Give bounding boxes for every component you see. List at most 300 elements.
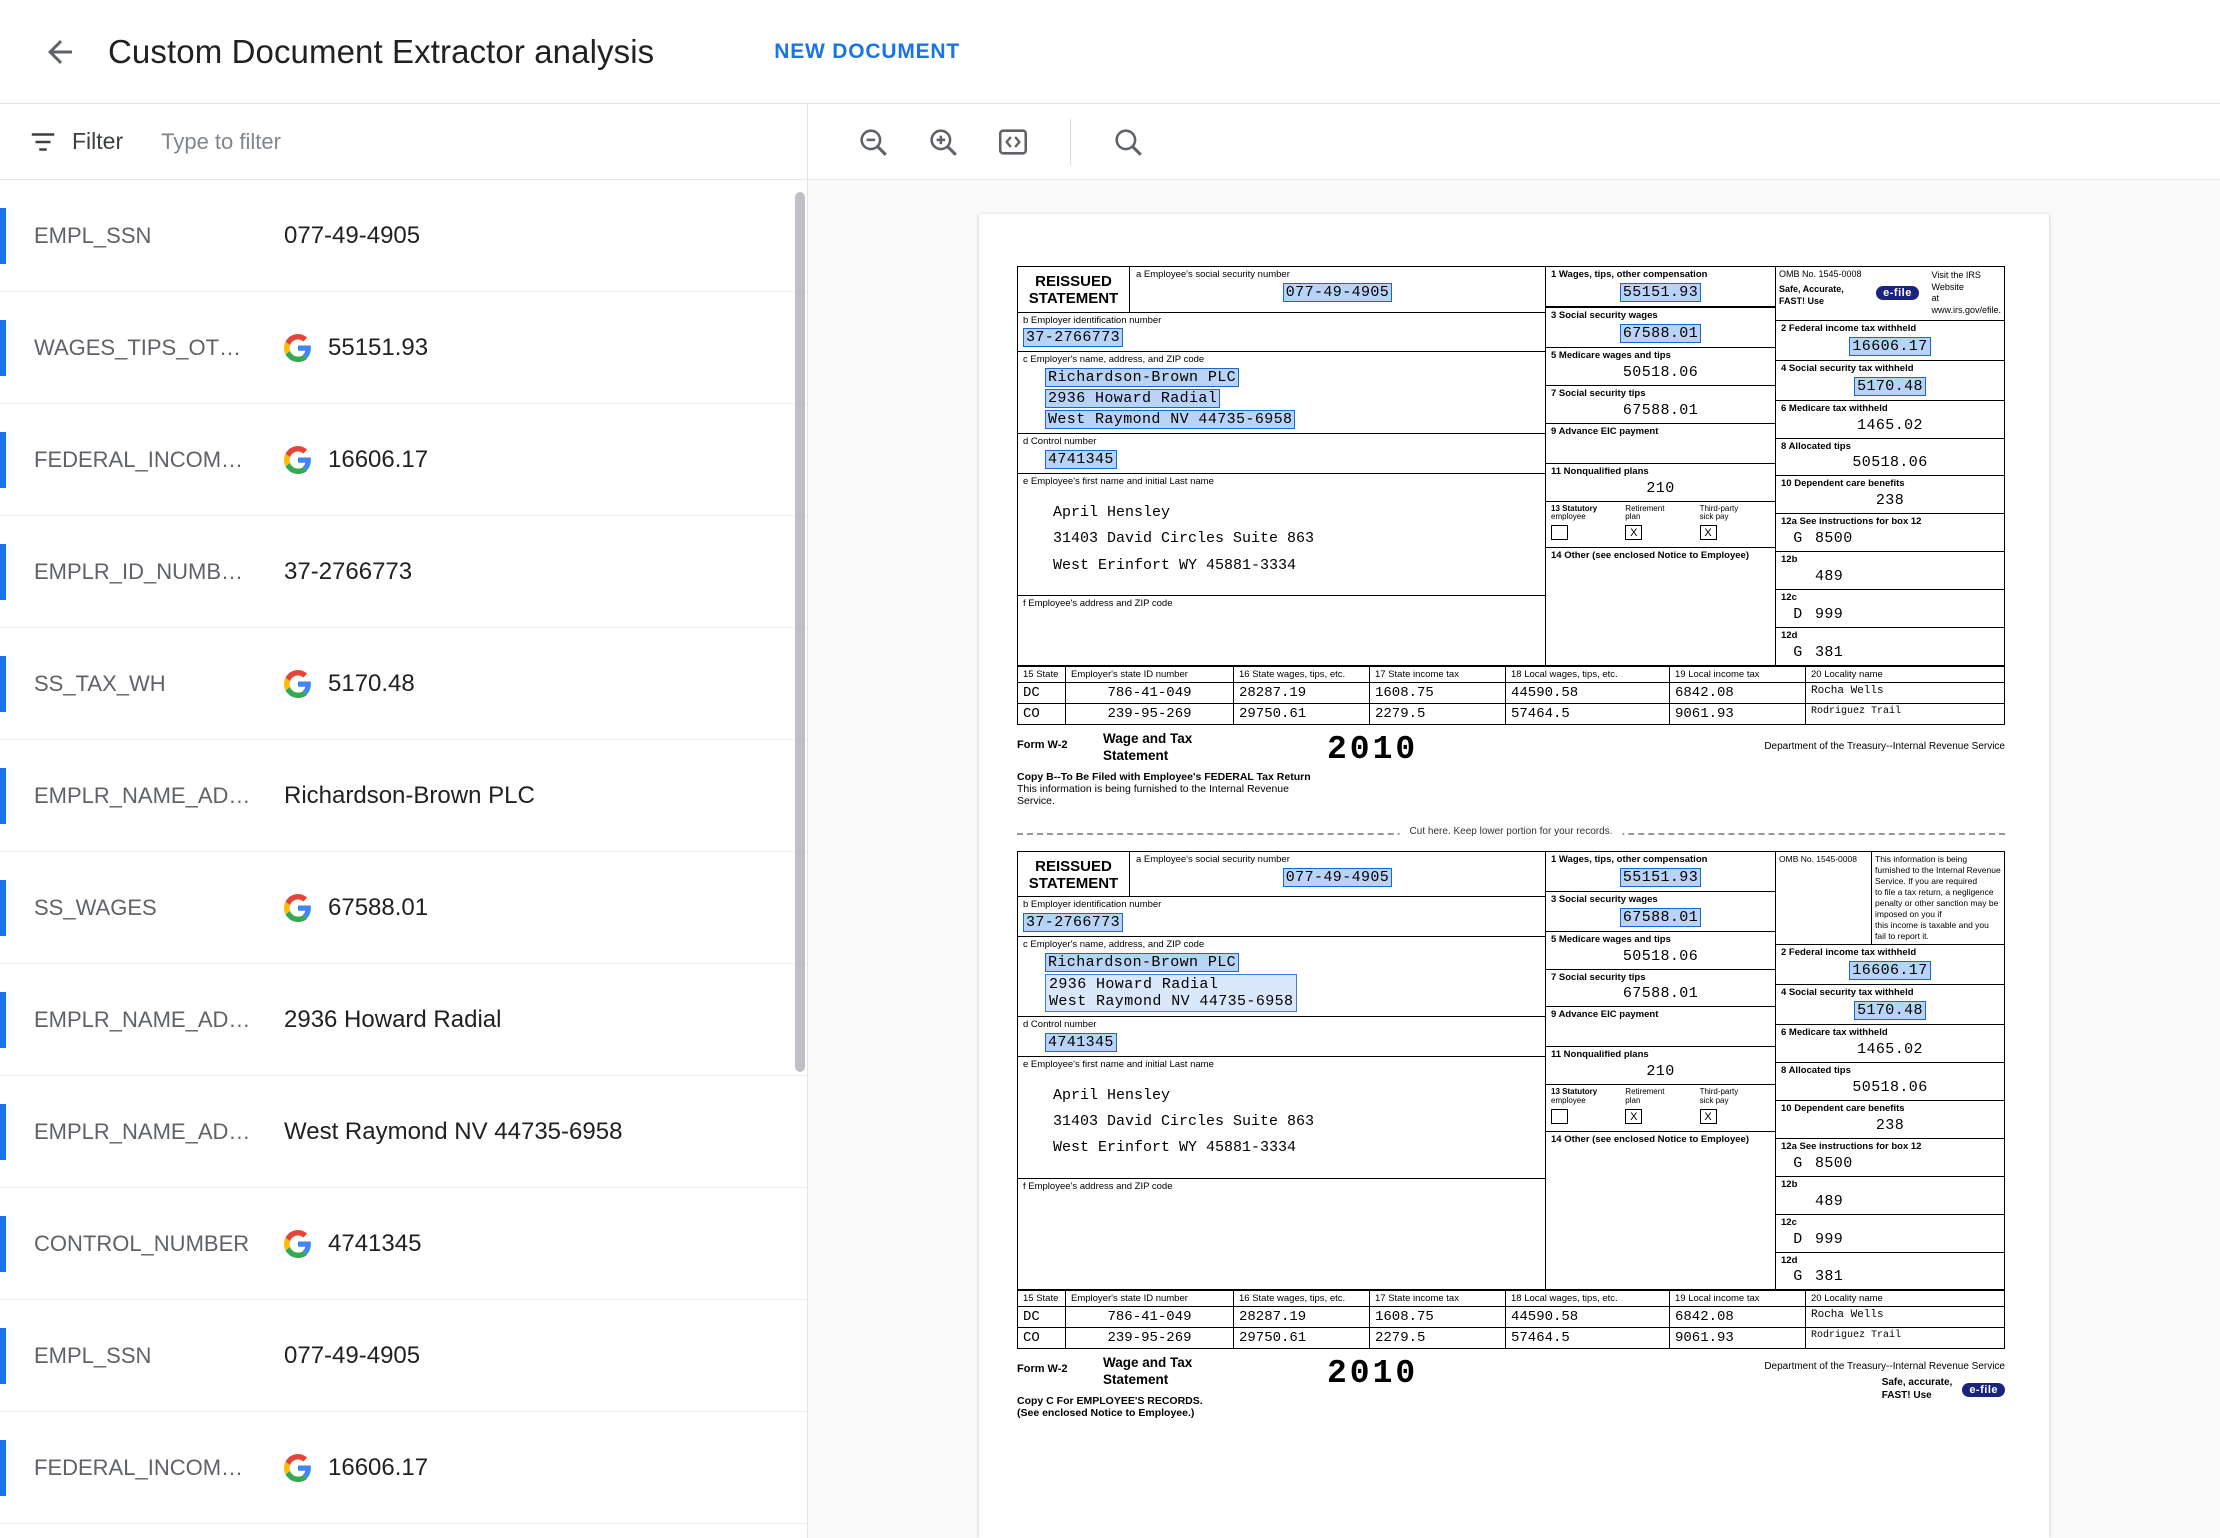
employer-name[interactable]: Richardson-Brown PLC [1045,368,1239,387]
box7-label: 7 Social security tips [1551,387,1646,399]
notice-line2: to file a tax return, a negligence penalty or other sanction may be imposed on you if [1875,886,1999,920]
box5-label: 5 Medicare wages and tips [1551,349,1671,361]
box12d-cell [1776,1253,2004,1290]
box14-cell [1546,1131,1775,1187]
employee-city-state-zip: West Erinfort WY 45881-3334 [1053,1139,1297,1157]
google-logo-icon [284,334,312,362]
box13-sub-employee: employee [1551,512,1586,522]
entities-panel [0,104,808,1538]
w2-right-column [1776,852,2004,1290]
state-row1-col1: 239-95-269 [1066,704,1234,725]
state-header-17: 17 State income tax [1370,667,1506,683]
entity-value-wrap [284,1454,428,1482]
ein-label: b Employer identification number [1023,314,1162,326]
table-header-row [1018,667,2005,683]
box6-value: 1465.02 [1857,1040,1923,1058]
copy-line-1: Copy C For EMPLOYEE'S RECORDS. [1017,1395,1203,1408]
footer-left [1017,731,1317,807]
employee-label: e Employee's first name and initial Last name [1023,476,1214,488]
copy-line-2: (See enclosed Notice to Employee.) [1017,1407,1195,1420]
entity-value: 55151.93 [328,333,429,361]
toolbar-divider [1070,119,1071,165]
entity-value: 16606.17 [328,1453,429,1481]
state-header-15: 15 State [1018,667,1066,683]
entity-value-wrap [284,782,535,810]
box9-label: 9 Advance EIC payment [1551,1009,1659,1021]
box13-sub-retirement: Retirement [1625,1087,1665,1097]
entity-value-wrap [284,1118,622,1146]
box13-sub-plan: plan [1625,512,1641,522]
state-row0-col3: 1608.75 [1370,683,1506,704]
box14-cell [1546,547,1775,603]
employee-label: e Employee's first name and initial Last name [1023,1059,1214,1071]
list-item[interactable] [0,180,807,292]
list-item[interactable] [0,1188,807,1300]
state-row1-col6: Rodriguez Trail [1806,1328,2005,1349]
ssn-label: a Employee's social security number [1136,269,1290,280]
box12d-value: 381 [1815,644,1844,662]
box13-checkbox-statutory[interactable] [1551,1109,1568,1124]
ein-cell [1018,313,1545,353]
w2-notice-header [1776,852,2004,945]
cut-here-divider [1017,825,2005,837]
control-number-cell [1018,434,1545,474]
box3-cell [1546,308,1775,348]
safe-accurate-label: Safe, accurate, [1881,1377,1953,1389]
entity-key: EMPL_SSN [34,1342,152,1368]
box7-value: 67588.01 [1622,985,1699,1003]
entity-value: 2936 Howard Radial [284,1005,502,1033]
state-row1-col5: 9061.93 [1670,1328,1806,1349]
state-row1-col4: 57464.5 [1506,704,1670,725]
document-page [979,214,2049,1538]
entity-value-wrap [284,334,428,362]
box11-cell [1546,1047,1775,1085]
ssn-label: a Employee's social security number [1136,853,1290,865]
box2-value[interactable]: 16606.17 [1849,961,1930,980]
copy-line-1: Copy B--To Be Filed with Employee's FEDERAL Tax Return [1017,770,1311,783]
entity-key: FEDERAL_INCOM… [34,446,244,472]
employee-address-label: f Employee's address and ZIP code [1023,1180,1173,1192]
box12c-cell [1776,590,2004,628]
form-title-line1: Wage and Tax [1103,1355,1193,1371]
box6-label: 6 Medicare tax withheld [1781,1027,1888,1039]
box1-value[interactable]: 55151.93 [1620,283,1701,302]
w2-form-copy-c [1017,851,2005,1291]
box7-value: 67588.01 [1622,401,1699,419]
box12c-code: D [1793,1230,1803,1248]
box2-cell [1776,321,2004,361]
ssn-value[interactable]: 077-49-4905 [1283,283,1392,302]
box11-label: 11 Nonqualified plans [1551,1049,1649,1061]
page-title: Custom Document Extractor analysis [108,32,655,70]
box12a-cell [1776,514,2004,552]
entity-key: CONTROL_NUMBER [34,1230,250,1256]
box2-label: 2 Federal income tax withheld [1781,322,1917,334]
control-number-value[interactable]: 4741345 [1045,1033,1117,1052]
box12a-value: 8500 [1815,530,1853,548]
box8-value: 50518.06 [1852,454,1928,472]
form-number-label: Form W-2 [1017,1363,1068,1376]
footer-year [1317,731,1675,807]
google-logo-icon [284,670,312,698]
box13-checkbox-sickpay[interactable]: X [1700,1109,1717,1124]
box9-cell [1546,424,1775,464]
state-row1-col2: 29750.61 [1234,704,1370,725]
state-header-20: 20 Locality name [1806,1291,2005,1307]
box13-label: 13 Statutory [1551,1087,1598,1097]
box12d-cell [1776,628,2004,665]
entity-value-wrap [284,446,428,474]
state-row1-col0: CO [1018,704,1066,725]
tax-year: 2010 [1327,1355,1419,1393]
box12c-cell [1776,1215,2004,1253]
employer-cell [1018,937,1545,1017]
employee-ssn-block [1130,852,1545,897]
w2-form-copy-b [1017,266,2005,666]
employer-address-highlight[interactable] [1045,974,1297,1012]
box12b-value: 489 [1815,568,1844,586]
control-number-value[interactable]: 4741345 [1045,450,1117,469]
box5-value: 50518.06 [1622,363,1699,381]
list-item[interactable] [0,740,807,852]
footer-left [1017,1355,1317,1419]
state-row0-col2: 28287.19 [1234,683,1370,704]
state-row0-col1: 786-41-049 [1066,1307,1234,1328]
box12a-label: 12a See instructions for box 12 [1781,516,1922,528]
entity-value: 16606.17 [328,445,429,473]
box12b-label: 12b [1781,1178,1798,1190]
filter-icon [28,127,58,157]
employee-address-label: f Employee's address and ZIP code [1023,597,1173,609]
box11-value: 210 [1646,1063,1675,1081]
entity-value: 5170.48 [328,669,415,697]
w2-header-row [1018,852,1545,898]
box7-label: 7 Social security tips [1551,971,1646,983]
entity-key: EMPLR_NAME_AD… [34,1118,251,1144]
box7-cell [1546,386,1775,424]
table-row [1018,683,2005,704]
google-logo-icon [284,446,312,474]
box12c-label: 12c [1781,1216,1797,1228]
box13-sub-thirdparty: Third-party [1699,1087,1739,1097]
ein-cell [1018,897,1545,937]
box12b-label: 12b [1781,554,1798,566]
employer-label: c Employer's name, address, and ZIP code [1023,939,1205,951]
employer-street[interactable]: 2936 Howard Radial [1045,389,1220,408]
cut-here-text: Cut here. Keep lower portion for your records. [1400,826,1623,837]
entity-value-wrap [284,1342,420,1370]
entity-value-wrap [284,222,420,250]
employer-label: c Employer's name, address, and ZIP code [1023,354,1205,366]
entity-list[interactable] [0,180,807,1538]
entity-value: 67588.01 [328,893,429,921]
box14-label: 14 Other (see enclosed Notice to Employee) [1551,550,1749,562]
box1-value[interactable]: 55151.93 [1620,868,1701,887]
box13-checkbox-statutory[interactable] [1551,525,1568,540]
table-row [1018,1307,2005,1328]
box5-cell [1546,932,1775,970]
w2-efile-header [1776,267,2004,321]
entity-key: SS_WAGES [34,894,157,920]
state-row0-col6: Rocha Wells [1806,683,2005,704]
list-item[interactable] [0,628,807,740]
entity-value: Richardson-Brown PLC [284,781,535,809]
new-document-button[interactable]: NEW DOCUMENT [774,39,961,63]
fast-use-label: FAST! Use [1881,1389,1932,1401]
tax-year: 2010 [1327,731,1419,769]
box4-value[interactable]: 5170.48 [1854,377,1926,396]
state-header-18: 18 Local wages, tips, etc. [1506,667,1670,683]
box12c-code: D [1793,606,1803,624]
box3-value[interactable]: 67588.01 [1620,324,1701,343]
body-split [0,104,2220,1538]
box13-label: 13 Statutory [1551,503,1598,513]
list-item[interactable] [0,1412,807,1524]
box10-value: 238 [1875,492,1905,510]
box13-checkbox-retirement[interactable]: X [1625,525,1642,540]
back-arrow-icon[interactable] [34,26,86,78]
state-local-table [1017,666,2005,725]
box3-cell [1546,892,1775,932]
box4-value[interactable]: 5170.48 [1854,1001,1926,1020]
ein-value[interactable]: 37-2766773 [1023,328,1123,347]
entity-key: SS_TAX_WH [34,670,166,696]
omb-number: OMB No. 1545-0008 [1779,853,1857,864]
state-row1-col3: 2279.5 [1370,1328,1506,1349]
box13-cell [1546,502,1775,548]
box5-label: 5 Medicare wages and tips [1551,933,1671,945]
footer-right [1675,1355,2005,1419]
box12d-code: G [1793,644,1803,662]
box13-sub-retirement: Retirement [1625,503,1665,513]
box4-label: 4 Social security tax withheld [1781,987,1914,999]
box12c-value: 999 [1815,606,1844,624]
box1-label: 1 Wages, tips, other compensation [1551,853,1708,865]
state-row0-col4: 44590.58 [1506,683,1670,704]
box3-label: 3 Social security wages [1551,309,1658,321]
state-row0-col5: 6842.08 [1670,683,1806,704]
irs-website-line2: at www.irs.gov/efile. [1931,293,2002,316]
entity-key: EMPL_SSN [34,222,152,248]
employer-street: 2936 Howard Radial [1049,976,1219,994]
form-title-line1: Wage and Tax [1103,731,1193,747]
safe-accurate-label: Safe, Accurate, [1779,284,1844,295]
state-header-19: 19 Local income tax [1670,667,1806,683]
employer-city-state-zip[interactable]: West Raymond NV 44735-6958 [1045,410,1295,429]
entity-value: 077-49-4905 [284,221,421,249]
entity-value-wrap [284,1230,421,1258]
google-logo-icon [284,1454,312,1482]
w2-left-column [1018,852,1546,1290]
box6-cell [1776,401,2004,439]
state-header-18: 18 Local wages, tips, etc. [1506,1291,1670,1307]
state-row1-col3: 2279.5 [1370,704,1506,725]
box3-label: 3 Social security wages [1551,893,1658,905]
box2-value[interactable]: 16606.17 [1849,337,1930,356]
state-header-id: Employer's state ID number [1066,1291,1234,1307]
box3-value[interactable]: 67588.01 [1620,908,1701,927]
employee-name-cell [1018,474,1545,595]
entity-list-scrollbar[interactable] [795,192,805,1072]
ssn-value[interactable]: 077-49-4905 [1283,868,1392,887]
list-item[interactable] [0,1300,807,1412]
box13-sub-thirdparty: Third-party [1699,503,1739,513]
dept-treasury-label: Department of the Treasury--Internal Revenue Service [1764,1361,2005,1373]
box4-label: 4 Social security tax withheld [1781,362,1914,374]
employee-name: April Hensley [1053,1086,1171,1104]
entity-value: 37-2766773 [284,557,413,585]
employee-ssn-block [1130,267,1545,312]
entity-value-wrap [284,558,412,586]
table-row [1018,1328,2005,1349]
entity-key: FEDERAL_INCOM… [34,1454,244,1480]
w2-header-row [1018,267,1545,313]
box8-cell [1776,1063,2004,1101]
box2-label: 2 Federal income tax withheld [1781,947,1917,959]
employee-address-label-cell [1018,595,1545,614]
employer-city-state-zip: West Raymond NV 44735-6958 [1049,993,1294,1011]
box4-cell [1776,361,2004,401]
box12b-cell [1776,1177,2004,1215]
entity-value: West Raymond NV 44735-6958 [284,1117,623,1145]
box12a-code: G [1793,530,1803,548]
state-row1-col6: Rodriguez Trail [1806,704,2005,725]
box13-sub-plan: plan [1625,1096,1641,1106]
zoom-out-icon[interactable] [838,107,908,177]
box11-cell [1546,464,1775,502]
box12a-value: 8500 [1815,1154,1853,1172]
notice-line1: This information is being furnished to the Internal Revenue Service. If you are required [1875,853,2001,886]
entity-key: WAGES_TIPS_OT… [34,334,242,360]
form-number-label: Form W-2 [1017,739,1068,752]
fast-use-label: FAST! Use [1779,295,1825,306]
form-title-line2: Statement [1103,747,1169,763]
list-item[interactable] [0,852,807,964]
ein-label: b Employer identification number [1023,899,1162,911]
viewer-toolbar [808,104,2220,180]
state-header-id: Employer's state ID number [1066,667,1234,683]
ein-value[interactable]: 37-2766773 [1023,913,1123,932]
box13-checkbox-sickpay[interactable]: X [1700,525,1717,540]
filter-label: Filter [72,128,124,154]
entity-value: 077-49-4905 [284,1341,421,1369]
state-row0-col5: 6842.08 [1670,1307,1806,1328]
google-logo-icon [284,1230,312,1258]
box13-checkbox-retirement[interactable]: X [1625,1109,1642,1124]
box12c-value: 999 [1815,1230,1844,1248]
notice-line3: this income is taxable and you fail to report it. [1875,920,1989,942]
zoom-in-icon[interactable] [908,107,978,177]
box13-sub-sickpay: sick pay [1699,1096,1729,1106]
list-item[interactable] [0,964,807,1076]
search-icon[interactable] [1093,107,1163,177]
box9-label: 9 Advance EIC payment [1551,425,1659,437]
state-header-16: 16 State wages, tips, etc. [1234,1291,1370,1307]
control-number-label: d Control number [1023,1019,1097,1031]
state-local-table [1017,1290,2005,1349]
box10-cell [1776,476,2004,514]
box10-label: 10 Dependent care benefits [1781,1102,1905,1114]
box12c-label: 12c [1781,592,1797,604]
employee-city-state-zip: West Erinfort WY 45881-3334 [1053,556,1297,574]
state-row0-col0: DC [1018,1307,1066,1328]
control-number-label: d Control number [1023,436,1097,448]
box7-cell [1546,970,1775,1008]
efile-badge: e-file [1962,1383,2005,1397]
w2-middle-column [1546,267,1776,665]
box12d-code: G [1793,1268,1803,1286]
box1-cell [1546,267,1775,308]
filter-input[interactable] [159,128,779,156]
entity-value-wrap [284,894,428,922]
copy-line-2: This information is being furnished to the Internal Revenue Service. [1017,782,1289,807]
state-header-16: 16 State wages, tips, etc. [1234,667,1370,683]
list-item[interactable] [0,516,807,628]
box10-value: 238 [1875,1116,1905,1134]
box12b-value: 489 [1815,1192,1844,1210]
box10-label: 10 Dependent care benefits [1781,478,1905,490]
box12b-cell [1776,552,2004,590]
entity-value-wrap [284,1006,501,1034]
employee-address-label-cell [1018,1178,1545,1197]
box8-label: 8 Allocated tips [1781,1064,1851,1076]
box13-sub-employee: employee [1551,1096,1586,1106]
state-row1-col4: 57464.5 [1506,1328,1670,1349]
box14-label: 14 Other (see enclosed Notice to Employee) [1551,1134,1749,1145]
state-header-19: 19 Local income tax [1670,1291,1806,1307]
table-row [1018,704,2005,725]
state-header-15: 15 State [1018,1291,1066,1307]
state-row1-col1: 239-95-269 [1066,1328,1234,1349]
box10-cell [1776,1101,2004,1139]
google-logo-icon [284,894,312,922]
w2-middle-column [1546,852,1776,1290]
employer-cell [1018,352,1545,434]
box11-value: 210 [1646,479,1675,497]
box6-label: 6 Medicare tax withheld [1781,402,1888,414]
state-row0-col3: 1608.75 [1370,1307,1506,1328]
state-row1-col2: 29750.61 [1234,1328,1370,1349]
state-row0-col2: 28287.19 [1234,1307,1370,1328]
list-item[interactable] [0,292,807,404]
reissued-statement-label: REISSUED STATEMENT [1018,267,1130,312]
box1-label: 1 Wages, tips, other compensation [1551,269,1708,280]
box12a-cell [1776,1139,2004,1177]
top-bar [0,0,2220,104]
box13-cell [1546,1085,1775,1131]
dept-treasury-label: Department of the Treasury--Internal Revenue Service [1764,741,2005,753]
box8-label: 8 Allocated tips [1781,440,1851,452]
document-viewer-panel [808,104,2220,1538]
list-item[interactable] [0,1076,807,1188]
box12d-label: 12d [1781,1254,1798,1266]
box12d-value: 381 [1815,1268,1844,1286]
box12a-code: G [1793,1154,1803,1172]
control-number-cell [1018,1017,1545,1057]
document-scroll-area[interactable] [808,180,2220,1538]
box11-label: 11 Nonqualified plans [1551,465,1649,477]
code-brackets-icon[interactable] [978,107,1048,177]
entity-key: EMPLR_NAME_AD… [34,1006,251,1032]
entity-value-wrap [284,670,415,698]
employer-name[interactable]: Richardson-Brown PLC [1045,953,1239,972]
form-title-line2: Statement [1103,1372,1169,1388]
list-item[interactable] [0,404,807,516]
box12d-label: 12d [1781,630,1798,642]
form-footer [1017,731,2005,807]
box4-cell [1776,985,2004,1025]
